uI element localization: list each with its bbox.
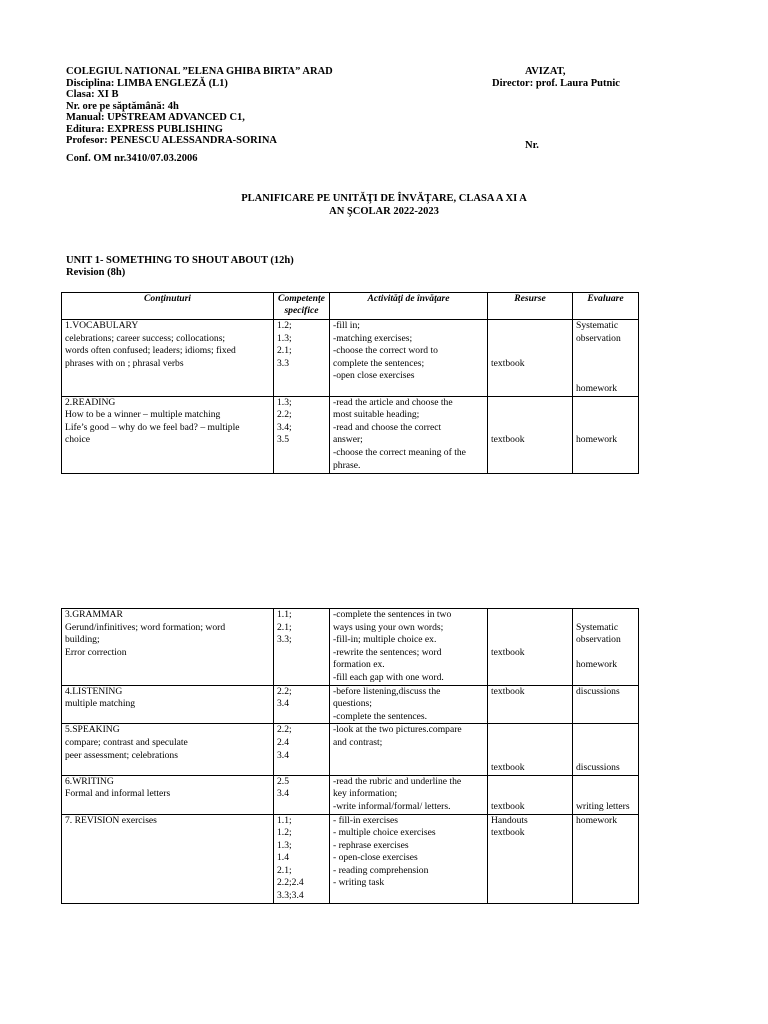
content-cell-line: Error correction bbox=[65, 646, 127, 658]
content-cell-line: 5.SPEAKING bbox=[65, 724, 120, 736]
evaluation-cell-line bbox=[576, 788, 635, 801]
header-resources: Resurse bbox=[488, 293, 573, 320]
activities-cell-line: and contrast; bbox=[333, 736, 383, 748]
activities-cell-line: -complete the sentences in two bbox=[333, 609, 452, 620]
competences-cell-line: 1.3; bbox=[277, 839, 292, 851]
competences-cell bbox=[274, 320, 330, 397]
activities-cell-line: -read and choose the correct bbox=[333, 421, 442, 433]
content-cell bbox=[62, 724, 274, 775]
evaluation-cell-line: discussions bbox=[576, 685, 620, 697]
evaluation-cell-line bbox=[576, 776, 635, 789]
content-cell-line: compare; contrast and speculate bbox=[65, 736, 188, 748]
resources-cell-line bbox=[491, 788, 569, 801]
resources-cell-line: textbook bbox=[491, 685, 525, 697]
activities-cell-line: - writing task bbox=[333, 877, 385, 889]
activities-cell-line: - multiple choice exercises bbox=[333, 827, 436, 839]
activities-cell-line: -write informal/formal/ letters. bbox=[333, 800, 451, 812]
competences-cell-line: 1.2; bbox=[277, 320, 292, 331]
competences-cell-line: 3.4 bbox=[277, 788, 289, 800]
competences-cell-line: 2.1; bbox=[277, 345, 292, 357]
header-activities: Activităţi de învăţare bbox=[330, 293, 488, 320]
content-cell bbox=[62, 775, 274, 814]
evaluation-cell-line: homework bbox=[576, 434, 618, 446]
evaluation-cell-line: Systematic bbox=[576, 320, 619, 331]
activities-cell-line: - open-close exercises bbox=[333, 852, 418, 864]
school-name: COLEGIUL NATIONAL ”ELENA GHIBA BIRTA” ARAD bbox=[66, 66, 333, 77]
activities-cell-line: -complete the sentences. bbox=[333, 710, 428, 722]
evaluation-cell bbox=[573, 609, 639, 686]
resources-cell bbox=[488, 814, 573, 903]
competences-cell-line: 2.1; bbox=[277, 621, 292, 633]
evaluation-cell bbox=[573, 814, 639, 903]
competences-cell-line: 3.3;3.4 bbox=[277, 890, 304, 902]
header-competences: Competenţe specifice bbox=[274, 293, 330, 320]
resources-cell bbox=[488, 396, 573, 473]
competences-cell-line: 2.4 bbox=[277, 736, 289, 748]
resources-cell-line: textbook bbox=[491, 646, 525, 658]
table-header-row bbox=[62, 293, 639, 320]
evaluation-cell-line: homework bbox=[576, 814, 618, 826]
header-evaluation: Evaluare bbox=[573, 293, 639, 320]
content-cell-line: 4.LISTENING bbox=[65, 685, 123, 697]
competences-cell-line: 3.4 bbox=[277, 749, 289, 761]
resources-cell-line bbox=[491, 609, 569, 622]
content-cell-line: 7. REVISION exercises bbox=[65, 814, 157, 826]
activities-cell bbox=[330, 609, 488, 686]
competences-cell-line: 2.2; bbox=[277, 724, 292, 736]
resources-cell-line: Handouts bbox=[491, 814, 528, 826]
competences-cell-line: 3.3; bbox=[277, 634, 292, 646]
evaluation-cell-line: observation bbox=[576, 332, 621, 344]
resources-cell-line bbox=[491, 422, 569, 435]
director: Director: prof. Laura Putnic bbox=[492, 77, 620, 89]
evaluation-cell-line bbox=[576, 370, 635, 383]
competences-cell bbox=[274, 814, 330, 903]
competences-cell-line: 1.4 bbox=[277, 852, 289, 864]
content-cell-line: 2.READING bbox=[65, 396, 116, 408]
table-row bbox=[62, 320, 639, 397]
activities-cell-line: - rephrase exercises bbox=[333, 839, 409, 851]
conformity-order: Conf. OM nr.3410/07.03.2006 bbox=[66, 153, 198, 164]
evaluation-cell-line bbox=[576, 724, 635, 737]
activities-cell bbox=[330, 320, 488, 397]
teacher: Profesor: PENESCU ALESSANDRA-SORINA bbox=[66, 135, 277, 146]
evaluation-cell-line: Systematic bbox=[576, 621, 619, 633]
resources-cell bbox=[488, 724, 573, 775]
evaluation-cell bbox=[573, 320, 639, 397]
resources-cell-line bbox=[491, 345, 569, 358]
activities-cell-line: -rewrite the sentences; word bbox=[333, 646, 442, 658]
resources-cell-line bbox=[491, 737, 569, 750]
unit-title: UNIT 1- SOMETHING TO SHOUT ABOUT (12h) bbox=[66, 255, 294, 266]
activities-cell-line: questions; bbox=[333, 698, 372, 710]
resources-cell bbox=[488, 609, 573, 686]
resources-cell-line bbox=[491, 776, 569, 789]
activities-cell-line: -fill each gap with one word. bbox=[333, 671, 444, 683]
resources-cell-line bbox=[491, 634, 569, 647]
content-cell-line: 6.WRITING bbox=[65, 775, 114, 787]
resources-cell-line bbox=[491, 397, 569, 410]
evaluation-cell-line bbox=[576, 409, 635, 422]
evaluation-cell-line: homework bbox=[576, 382, 618, 394]
evaluation-cell-line bbox=[576, 647, 635, 660]
competences-cell-line: 2.5 bbox=[277, 775, 289, 787]
content-cell-line: Gerund/infinitives; word formation; word bbox=[65, 621, 226, 633]
competences-cell bbox=[274, 685, 330, 724]
content-cell-line: peer assessment; celebrations bbox=[65, 749, 178, 761]
planning-table-part-2 bbox=[61, 608, 639, 904]
activities-cell-line: -matching exercises; bbox=[333, 332, 413, 344]
competences-cell-line: 3.4 bbox=[277, 698, 289, 710]
content-cell-line: How to be a winner – multiple matching bbox=[65, 409, 221, 421]
evaluation-cell-line: writing letters bbox=[576, 800, 630, 812]
activities-cell bbox=[330, 396, 488, 473]
activities-cell bbox=[330, 775, 488, 814]
discipline: Disciplina: LIMBA ENGLEZĂ (L1) bbox=[66, 77, 228, 89]
content-cell-line: Life’s good – why do we feel bad? – multiple bbox=[65, 421, 240, 433]
content-cell bbox=[62, 396, 274, 473]
competences-cell-line: 2.2;2.4 bbox=[277, 877, 304, 889]
resources-cell-line bbox=[491, 409, 569, 422]
content-cell-line: words often confused; leaders; idioms; fixed bbox=[65, 345, 236, 357]
table-row bbox=[62, 396, 639, 473]
evaluation-cell-line: homework bbox=[576, 659, 618, 671]
competences-cell-line: 1.3; bbox=[277, 396, 292, 408]
activities-cell-line: - reading comprehension bbox=[333, 864, 429, 876]
competences-cell bbox=[274, 724, 330, 775]
resources-cell-line: textbook bbox=[491, 434, 525, 446]
activities-cell-line: - fill-in exercises bbox=[333, 814, 398, 826]
evaluation-cell-line bbox=[576, 345, 635, 358]
content-cell-line: building; bbox=[65, 634, 100, 646]
activities-cell bbox=[330, 685, 488, 724]
weekly-hours: Nr. ore pe săptămână: 4h bbox=[66, 100, 179, 112]
class-name: Clasa: XI B bbox=[66, 89, 119, 100]
evaluation-cell-line bbox=[576, 609, 635, 622]
activities-cell-line: answer; bbox=[333, 434, 363, 446]
content-cell-line: choice bbox=[65, 434, 91, 446]
competences-cell-line: 3.4; bbox=[277, 421, 292, 433]
resources-cell-line: textbook bbox=[491, 357, 525, 369]
resources-cell-line: textbook bbox=[491, 762, 525, 774]
approved-label: AVIZAT, bbox=[525, 66, 566, 77]
activities-cell bbox=[330, 724, 488, 775]
resources-cell-line bbox=[491, 333, 569, 346]
evaluation-cell-line bbox=[576, 750, 635, 763]
competences-cell-line: 2.1; bbox=[277, 864, 292, 876]
activities-cell-line: complete the sentences; bbox=[333, 357, 425, 369]
competences-cell-line: 1.1; bbox=[277, 814, 292, 826]
activities-cell-line: ways using your own words; bbox=[333, 621, 444, 633]
competences-cell-line: 2.2; bbox=[277, 409, 292, 421]
activities-cell-line: phrase. bbox=[333, 459, 361, 471]
planning-table-part-1 bbox=[61, 292, 639, 474]
activities-cell-line: most suitable heading; bbox=[333, 409, 420, 421]
activities-cell-line: -choose the correct word to bbox=[333, 345, 438, 357]
competences-cell-line: 3.3 bbox=[277, 357, 289, 369]
evaluation-cell bbox=[573, 724, 639, 775]
activities-cell-line: -before listening,discuss the bbox=[333, 685, 441, 697]
competences-cell-line: 1.3; bbox=[277, 332, 292, 344]
resources-cell-line bbox=[491, 320, 569, 333]
content-cell-line: 1.VOCABULARY bbox=[65, 320, 139, 331]
resources-cell-line bbox=[491, 622, 569, 635]
resources-cell bbox=[488, 775, 573, 814]
competences-cell bbox=[274, 396, 330, 473]
activities-cell bbox=[330, 814, 488, 903]
activities-cell-line: -read the rubric and underline the bbox=[333, 775, 462, 787]
registration-number: Nr. bbox=[525, 140, 539, 151]
table-row bbox=[62, 775, 639, 814]
content-cell-line: phrases with on ; phrasal verbs bbox=[65, 357, 184, 369]
table-row bbox=[62, 609, 639, 686]
header-content: Conţinuturi bbox=[62, 293, 274, 320]
activities-cell-line: -look at the two pictures.compare bbox=[333, 724, 462, 736]
content-cell bbox=[62, 685, 274, 724]
competences-cell-line: 1.1; bbox=[277, 609, 292, 620]
table-row bbox=[62, 814, 639, 903]
evaluation-cell bbox=[573, 775, 639, 814]
evaluation-cell-line bbox=[576, 358, 635, 371]
resources-cell-line: textbook bbox=[491, 800, 525, 812]
content-cell-line: Formal and informal letters bbox=[65, 788, 171, 800]
content-cell bbox=[62, 609, 274, 686]
document-title: PLANIFICARE PE UNITĂŢI DE ÎNVĂŢARE, CLASA A XI A bbox=[241, 193, 527, 204]
manual: Manual: UPSTREAM ADVANCED C1, bbox=[66, 112, 245, 123]
competences-cell-line: 1.2; bbox=[277, 827, 292, 839]
competences-cell-line: 3.5 bbox=[277, 434, 289, 446]
competences-cell bbox=[274, 775, 330, 814]
revision-hours: Revision (8h) bbox=[66, 267, 126, 278]
competences-cell-line: 2.2; bbox=[277, 685, 292, 697]
activities-cell-line: -fill-in; multiple choice ex. bbox=[333, 634, 437, 646]
content-cell-line: multiple matching bbox=[65, 698, 136, 710]
activities-cell-line: key information; bbox=[333, 788, 398, 800]
table-row bbox=[62, 685, 639, 724]
table-row bbox=[62, 724, 639, 775]
content-cell-line: celebrations; career success; collocations; bbox=[65, 332, 226, 344]
content-cell bbox=[62, 320, 274, 397]
resources-cell-line: textbook bbox=[491, 827, 525, 839]
evaluation-cell-line: discussions bbox=[576, 762, 620, 774]
evaluation-cell-line bbox=[576, 737, 635, 750]
resources-cell bbox=[488, 685, 573, 724]
activities-cell-line: -read the article and choose the bbox=[333, 396, 453, 408]
activities-cell-line: -choose the correct meaning of the bbox=[333, 446, 466, 458]
school-year: AN ŞCOLAR 2022-2023 bbox=[329, 206, 439, 217]
content-cell bbox=[62, 814, 274, 903]
activities-cell-line: -open close exercises bbox=[333, 370, 415, 382]
resources-cell-line bbox=[491, 724, 569, 737]
evaluation-cell bbox=[573, 685, 639, 724]
resources-cell-line bbox=[491, 750, 569, 763]
activities-cell-line: -fill in; bbox=[333, 320, 360, 331]
resources-cell bbox=[488, 320, 573, 397]
evaluation-cell-line bbox=[576, 397, 635, 410]
evaluation-cell bbox=[573, 396, 639, 473]
content-cell-line: 3.GRAMMAR bbox=[65, 609, 123, 620]
publisher: Editura: EXPRESS PUBLISHING bbox=[66, 123, 223, 135]
competences-cell bbox=[274, 609, 330, 686]
evaluation-cell-line bbox=[576, 422, 635, 435]
evaluation-cell-line: observation bbox=[576, 634, 621, 646]
activities-cell-line: formation ex. bbox=[333, 659, 385, 671]
